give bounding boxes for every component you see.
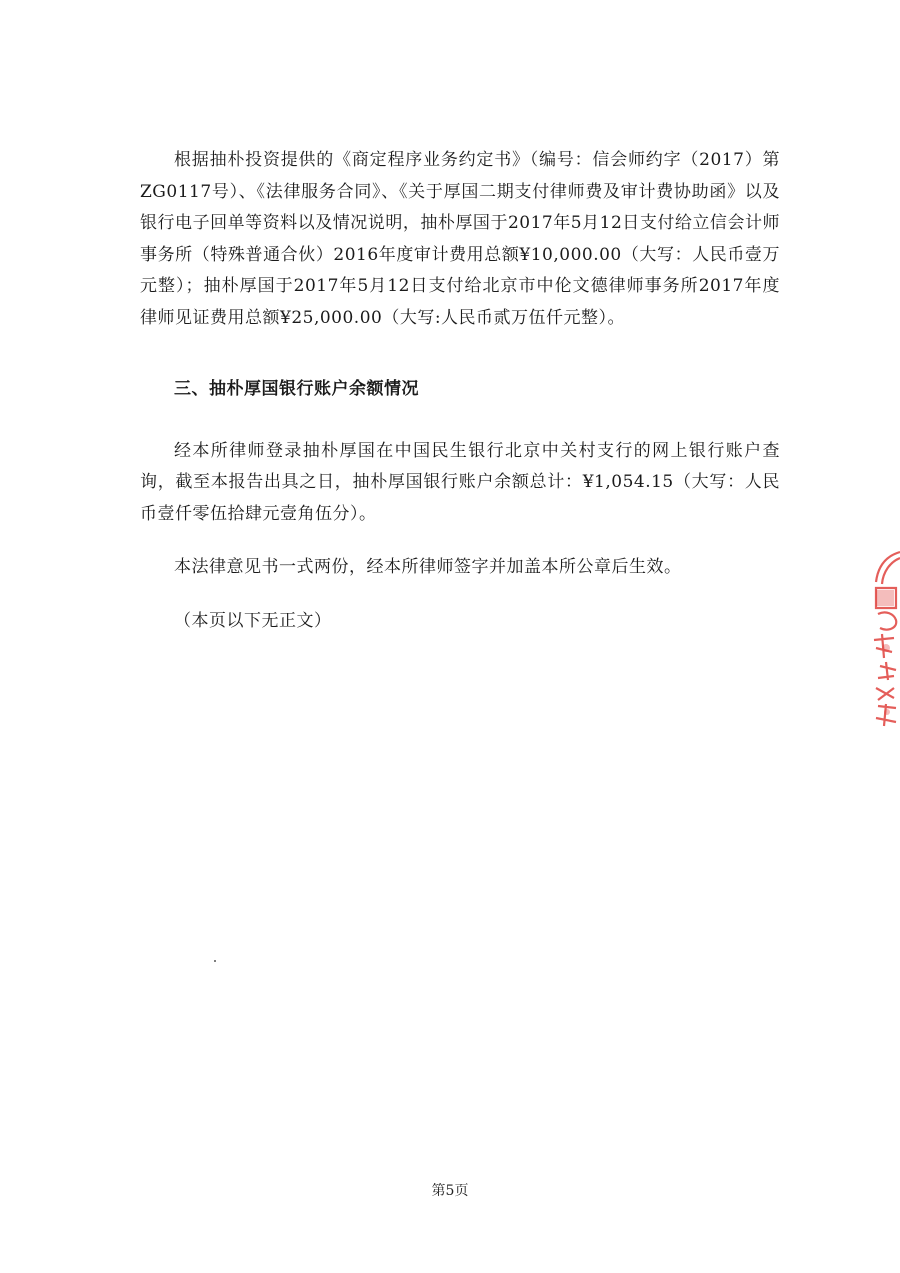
seal-stamp-icon (856, 548, 900, 733)
section-heading-bank-balance: 三、抽朴厚国银行账户余额情况 (174, 379, 419, 399)
paragraph-bank-balance: 经本所律师登录抽朴厚国在中国民生银行北京中关村支行的网上银行账户查询，截至本报告出具之日，抽朴厚国银行账户余额总计：¥1,054.15（大写：人民币壹仟零伍拾肆元壹角伍分）。 (140, 440, 780, 524)
page-number: 第5页 (431, 1183, 469, 1199)
paragraph-no-further-text: （本页以下无正文） (174, 610, 332, 631)
scan-speck (214, 960, 216, 962)
document-body (140, 145, 780, 637)
paragraph-validity: 本法律意见书一式两份，经本所律师签字并加盖本所公章后生效。 (174, 557, 682, 577)
seal-stamp-fragment (856, 548, 900, 733)
paragraph-fees: 根据抽朴投资提供的《商定程序业务约定书》（编号：信会师约字（2017）第ZG0117号）、《法律服务合同》、《关于厚国二期支付律师费及审计费协助函》以及银行电子回单等资料以及情况说明，抽朴厚国于2017年5月12日支付给立信会计师事务所（特殊普通合伙）2016年度审计费用总额¥10,000.00（大写：人民币壹万元整）；抽朴厚国于2017年5月12日支付给北京市中伦文德律师事务所2017年度律师见证费用总额¥25,000.00（大写:人民币贰万伍仟元整）。 (140, 150, 780, 328)
